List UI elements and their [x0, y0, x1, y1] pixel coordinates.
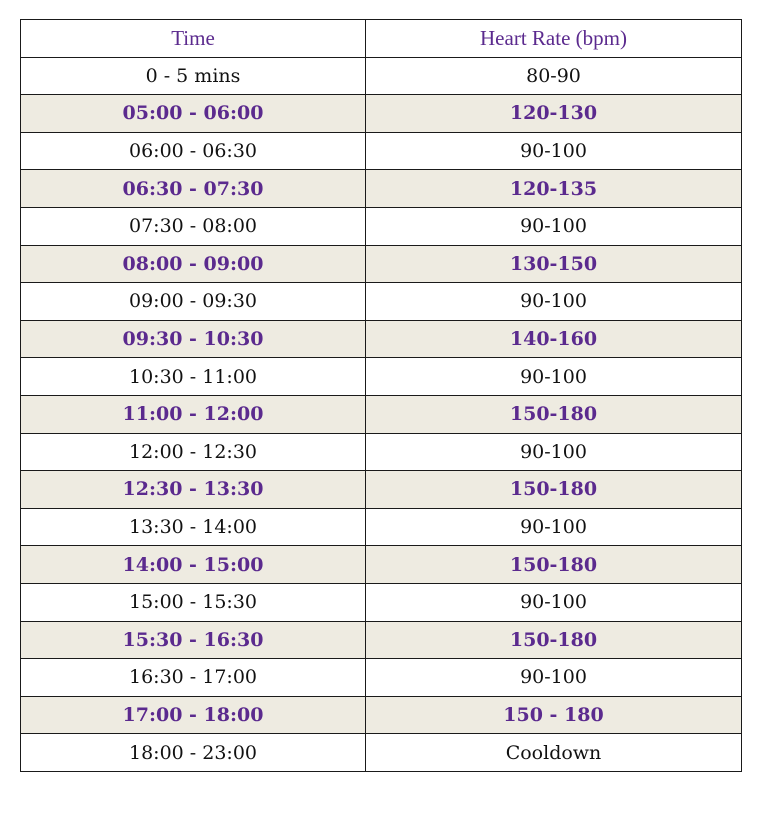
heart-rate-cell: 90-100 — [366, 358, 742, 396]
table-row — [21, 95, 742, 133]
heart-rate-cell: 90-100 — [366, 583, 742, 621]
time-cell: 17:00 - 18:00 — [21, 696, 366, 734]
heart-rate-cell: 140-160 — [366, 320, 742, 358]
table-row — [21, 207, 742, 245]
time-cell: 09:00 - 09:30 — [21, 283, 366, 321]
time-cell: 15:00 - 15:30 — [21, 583, 366, 621]
time-cell: 12:00 - 12:30 — [21, 433, 366, 471]
time-cell: 06:00 - 06:30 — [21, 132, 366, 170]
heart-rate-cell: 90-100 — [366, 508, 742, 546]
time-cell: 06:30 - 07:30 — [21, 170, 366, 208]
table-row — [21, 358, 742, 396]
table-row — [21, 508, 742, 546]
heart-rate-table-container — [20, 19, 741, 772]
heart-rate-cell: 150 - 180 — [366, 696, 742, 734]
table-row — [21, 734, 742, 772]
heart-rate-cell: 90-100 — [366, 659, 742, 697]
heart-rate-table — [20, 19, 742, 772]
table-row — [21, 546, 742, 584]
table-row — [21, 245, 742, 283]
heart-rate-column-header: Heart Rate (bpm) — [366, 20, 742, 58]
heart-rate-cell: 90-100 — [366, 207, 742, 245]
time-cell: 11:00 - 12:00 — [21, 395, 366, 433]
heart-rate-cell: 150-180 — [366, 395, 742, 433]
table-header-row — [21, 20, 742, 58]
heart-rate-cell: 150-180 — [366, 546, 742, 584]
heart-rate-cell: Cooldown — [366, 734, 742, 772]
table-row — [21, 57, 742, 95]
table-row — [21, 283, 742, 321]
table-row — [21, 132, 742, 170]
time-cell: 16:30 - 17:00 — [21, 659, 366, 697]
table-body — [21, 57, 742, 771]
heart-rate-cell: 80-90 — [366, 57, 742, 95]
table-row — [21, 696, 742, 734]
table-row — [21, 471, 742, 509]
table-row — [21, 395, 742, 433]
time-cell: 15:30 - 16:30 — [21, 621, 366, 659]
heart-rate-cell: 130-150 — [366, 245, 742, 283]
table-row — [21, 320, 742, 358]
heart-rate-cell: 90-100 — [366, 433, 742, 471]
table-row — [21, 621, 742, 659]
time-cell: 07:30 - 08:00 — [21, 207, 366, 245]
heart-rate-cell: 90-100 — [366, 283, 742, 321]
time-cell: 10:30 - 11:00 — [21, 358, 366, 396]
time-cell: 14:00 - 15:00 — [21, 546, 366, 584]
heart-rate-cell: 90-100 — [366, 132, 742, 170]
time-cell: 12:30 - 13:30 — [21, 471, 366, 509]
time-cell: 0 - 5 mins — [21, 57, 366, 95]
time-cell: 09:30 - 10:30 — [21, 320, 366, 358]
table-row — [21, 433, 742, 471]
heart-rate-cell: 150-180 — [366, 471, 742, 509]
table-row — [21, 170, 742, 208]
time-cell: 18:00 - 23:00 — [21, 734, 366, 772]
time-cell: 13:30 - 14:00 — [21, 508, 366, 546]
table-row — [21, 583, 742, 621]
heart-rate-cell: 120-135 — [366, 170, 742, 208]
table-row — [21, 659, 742, 697]
time-column-header: Time — [21, 20, 366, 58]
heart-rate-cell: 150-180 — [366, 621, 742, 659]
time-cell: 05:00 - 06:00 — [21, 95, 366, 133]
heart-rate-cell: 120-130 — [366, 95, 742, 133]
time-cell: 08:00 - 09:00 — [21, 245, 366, 283]
